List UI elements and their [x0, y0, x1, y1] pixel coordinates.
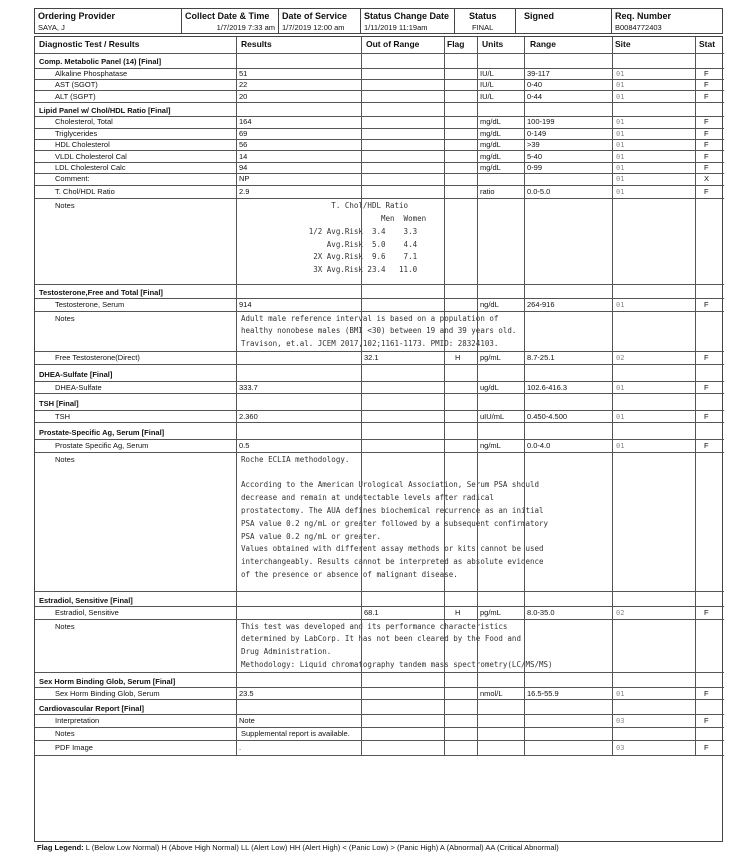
row-divider	[35, 699, 724, 700]
section-title: Cardiovascular Report [Final]	[39, 703, 145, 713]
units-value: ug/dL	[480, 382, 499, 392]
service-date-cell	[279, 9, 361, 33]
test-name: HDL Cholesterol	[55, 140, 110, 150]
signed-cell	[516, 9, 612, 33]
result-value: Note	[239, 716, 255, 726]
test-name: Triglycerides	[55, 128, 98, 138]
stat-value: F	[704, 68, 709, 78]
stat-value: X	[704, 174, 710, 184]
col-head-site: Site	[615, 39, 631, 49]
notes-label: Notes	[55, 201, 75, 211]
result-value: 22	[239, 80, 248, 90]
units-value: IU/L	[480, 91, 494, 101]
table-header-divider	[35, 53, 724, 54]
range-value: 100-199	[527, 117, 555, 127]
req-number-label: Req. Number	[615, 11, 672, 21]
test-name: T. Chol/HDL Ratio	[55, 186, 115, 196]
units-value: IU/L	[480, 80, 494, 90]
test-name: DHEA-Sulfate	[55, 382, 102, 392]
stat-value: F	[704, 128, 709, 138]
stat-value: F	[704, 608, 709, 617]
range-value: 264-916	[527, 299, 555, 309]
test-name: AST (SGOT)	[55, 80, 98, 90]
range-value: >39	[527, 140, 540, 150]
result-value: 14	[239, 151, 248, 161]
notes-label: Notes	[55, 621, 75, 631]
units-value: mg/dL	[480, 140, 501, 150]
test-name: Estradiol, Sensitive	[55, 608, 119, 617]
row-divider	[35, 284, 724, 285]
row-divider	[35, 755, 724, 756]
result-value: 69	[239, 128, 248, 138]
ordering-provider-cell	[35, 9, 182, 33]
service-date-value: 1/7/2019 12:00 am	[282, 23, 345, 32]
section-title: TSH [Final]	[39, 399, 79, 409]
result-value: 914	[239, 299, 252, 309]
stat-value: F	[704, 91, 709, 101]
units-value: mg/dL	[480, 117, 501, 127]
notes-text: T. Chol/HDL Ratio Men Women 1/2 Avg.Risk 3.4 3.3 Avg.Risk 5.0 4.4 2X Avg.Risk 9.6 7.1 3X Avg.Risk 23.4 11.0	[308, 201, 427, 275]
test-name: Cholesterol, Total	[55, 117, 113, 127]
site-value: 01	[616, 152, 625, 161]
status-change-label: Status Change Date	[364, 11, 450, 21]
site-value: 03	[616, 717, 625, 726]
stat-value: F	[704, 80, 709, 90]
flag-value: H	[455, 353, 461, 362]
out-of-range-value: 68.1	[364, 608, 379, 617]
section-title: Testosterone,Free and Total [Final]	[39, 287, 163, 297]
section-title: Sex Horm Binding Glob, Serum [Final]	[39, 676, 176, 686]
stat-value: F	[704, 163, 709, 172]
units-value: uIU/mL	[480, 411, 505, 421]
row-divider	[35, 740, 724, 741]
test-name: PDF Image	[55, 742, 93, 752]
stat-value: F	[704, 440, 709, 450]
units-value: ng/dL	[480, 299, 499, 309]
units-value: IU/L	[480, 68, 494, 78]
range-value: 16.5-55.9	[527, 688, 559, 698]
status-label: Status	[469, 11, 497, 21]
test-name: Prostate Specific Ag, Serum	[55, 440, 149, 450]
site-value: 01	[616, 441, 625, 450]
flag-value: H	[455, 608, 461, 617]
notes-label: Notes	[55, 729, 75, 738]
col-head-flag: Flag	[447, 39, 465, 49]
test-name: Sex Horm Binding Glob, Serum	[55, 688, 160, 698]
stat-value: F	[704, 353, 709, 362]
units-value: ng/mL	[480, 440, 501, 450]
test-name: Alkaline Phosphatase	[55, 68, 128, 78]
section-title: Comp. Metabolic Panel (14) [Final]	[39, 57, 162, 66]
col-head-units: Units	[482, 39, 504, 49]
result-value: 94	[239, 163, 248, 172]
range-value: 0-44	[527, 91, 543, 101]
row-divider	[35, 727, 724, 728]
row-divider	[35, 364, 724, 365]
range-value: 102.6-416.3	[527, 382, 568, 392]
result-value: 2.9	[239, 186, 250, 196]
site-value: 01	[616, 689, 625, 698]
range-value: 0-99	[527, 163, 543, 172]
test-name: TSH	[55, 411, 70, 421]
stat-value: F	[704, 299, 709, 309]
column-divider	[444, 37, 445, 755]
site-value: 01	[616, 69, 625, 78]
result-value: 2.360	[239, 411, 258, 421]
column-divider	[236, 37, 237, 755]
units-value: pg/mL	[480, 608, 501, 617]
range-value: 5-40	[527, 151, 543, 161]
test-name: LDL Cholesterol Calc	[55, 163, 126, 172]
site-value: 02	[616, 354, 625, 362]
col-head-test: Diagnostic Test / Results	[39, 39, 140, 49]
site-value: 01	[616, 412, 625, 421]
flag-legend	[37, 843, 559, 852]
row-divider	[35, 452, 724, 453]
stat-value: F	[704, 742, 709, 752]
site-value: 01	[616, 175, 625, 184]
units-value: mg/dL	[480, 151, 501, 161]
results-table	[34, 36, 723, 842]
status-value: FINAL	[472, 23, 494, 32]
range-value: 8.7-25.1	[527, 353, 555, 362]
site-value: 02	[616, 609, 625, 617]
row-divider	[35, 351, 724, 352]
result-value: 23.5	[239, 688, 254, 698]
range-value: 8.0-35.0	[527, 608, 555, 617]
row-divider	[35, 439, 724, 440]
stat-value: F	[704, 688, 709, 698]
collect-date-label: Collect Date & Time	[185, 11, 270, 21]
notes-text: This test was developed and its performance characteristics determined by LabCorp. It has not been cleared by the Food and Drug Administration. Methodology: Liquid chromatography tandem mass spectrometry(LC/MS/MS)	[241, 621, 553, 669]
row-divider	[35, 422, 724, 423]
result-value: 333.7	[239, 382, 258, 392]
result-value: 0.5	[239, 440, 250, 450]
stat-value: F	[704, 140, 709, 150]
row-divider	[35, 102, 724, 103]
col-head-out-of-range: Out of Range	[366, 39, 420, 49]
row-divider	[35, 714, 724, 715]
col-head-range: Range	[530, 39, 556, 49]
row-divider	[35, 619, 724, 620]
column-divider	[524, 37, 525, 755]
site-value: 01	[616, 129, 625, 138]
notes-text: Adult male reference interval is based on a population of healthy nonobese males (BMI <30) between 19 and 39 years old. Travison, et.al. JCEM 2017,102;1161-1173. PMID: 28324103.	[241, 313, 517, 349]
site-value: 01	[616, 141, 625, 150]
stat-value: F	[704, 716, 709, 726]
service-date-label: Date of Service	[282, 11, 348, 21]
col-head-stat: Stat	[699, 39, 716, 49]
result-value: 20	[239, 91, 248, 101]
status-change-value: 1/11/2019 11:19am	[364, 23, 428, 32]
collect-date-value: 1/7/2019 7:33 am	[216, 23, 275, 32]
ordering-provider-label: Ordering Provider	[38, 11, 116, 21]
notes-label: Notes	[55, 454, 75, 464]
stat-value: F	[704, 382, 709, 392]
report-header	[34, 8, 723, 34]
range-value: 0.0-5.0	[527, 186, 551, 196]
notes-label: Notes	[55, 313, 75, 323]
out-of-range-value: 32.1	[364, 353, 379, 362]
section-title: Prostate-Specific Ag, Serum [Final]	[39, 428, 165, 438]
flag-legend-title: Flag Legend:	[37, 843, 84, 852]
range-value: 0-40	[527, 80, 543, 90]
units-value: mg/dL	[480, 128, 501, 138]
notes-text: Supplemental report is available.	[241, 729, 350, 738]
site-value: 01	[616, 383, 625, 392]
stat-value: F	[704, 117, 709, 127]
status-cell	[455, 9, 516, 33]
range-value: 0-149	[527, 128, 547, 138]
units-value: ratio	[480, 186, 495, 196]
site-value: 01	[616, 164, 625, 172]
result-value: NP	[239, 174, 250, 184]
site-value: 01	[616, 81, 625, 90]
result-value: 56	[239, 140, 248, 150]
stat-value: F	[704, 411, 709, 421]
units-value: nmol/L	[480, 688, 503, 698]
test-name: Testosterone, Serum	[55, 299, 125, 309]
notes-text: Roche ECLIA methodology. According to the American Urological Association, Serum PSA should decrease and remain at undetectable levels after radical prostatectomy. The AUA defines biochemical recurrence as an initial PSA value 0.2 ng/mL or greater followed by a subsequent confirmatory PSA value 0.2 ng/mL or greater. Values obtained with different assay methods or kits cannot be used interchangeably. Results cannot be interpreted as absolute evidence of the presence or absence of malignant disease.	[241, 454, 549, 579]
row-divider	[35, 198, 724, 199]
column-divider	[361, 37, 362, 755]
test-name: Comment:	[55, 174, 90, 184]
section-title: Estradiol, Sensitive [Final]	[39, 595, 133, 605]
column-divider	[612, 37, 613, 755]
row-divider	[35, 185, 724, 186]
column-divider	[695, 37, 696, 755]
stat-value: F	[704, 151, 709, 161]
result-value: .	[239, 742, 242, 752]
row-divider	[35, 311, 724, 312]
status-change-cell	[361, 9, 455, 33]
column-divider	[477, 37, 478, 755]
row-divider	[35, 672, 724, 673]
signed-label: Signed	[524, 11, 555, 21]
test-name: ALT (SGPT)	[55, 91, 96, 101]
row-divider	[35, 393, 724, 394]
section-title: Lipid Panel w/ Chol/HDL Ratio [Final]	[39, 105, 171, 115]
test-name: Free Testosterone(Direct)	[55, 353, 140, 362]
units-value: mg/dL	[480, 163, 501, 172]
flag-legend-text: L (Below Low Normal) H (Above High Normal) LL (Alert Low) HH (Alert High) < (Panic Low) > (Panic High) A (Abnormal) AA (Critical Abnormal)	[85, 843, 559, 852]
section-title: DHEA-Sulfate [Final]	[39, 370, 113, 380]
result-value: 51	[239, 68, 248, 78]
range-value: 0.0-4.0	[527, 440, 551, 450]
stat-value: F	[704, 186, 709, 196]
ordering-provider-value: SAYA, J	[38, 23, 65, 32]
site-value: 01	[616, 187, 625, 196]
site-value: 01	[616, 92, 625, 101]
req-number-value: B0084772403	[615, 23, 662, 32]
range-value: 0.450-4.500	[527, 411, 568, 421]
site-value: 01	[616, 118, 625, 127]
site-value: 03	[616, 743, 625, 752]
units-value: pg/mL	[480, 353, 501, 362]
req-number-cell	[612, 9, 722, 33]
test-name: VLDL Cholesterol Cal	[55, 151, 127, 161]
row-divider	[35, 591, 724, 592]
col-head-results: Results	[241, 39, 272, 49]
test-name: Interpretation	[55, 716, 100, 726]
site-value: 01	[616, 300, 625, 309]
collect-date-cell	[182, 9, 279, 33]
range-value: 39-117	[527, 68, 550, 78]
result-value: 164	[239, 117, 252, 127]
